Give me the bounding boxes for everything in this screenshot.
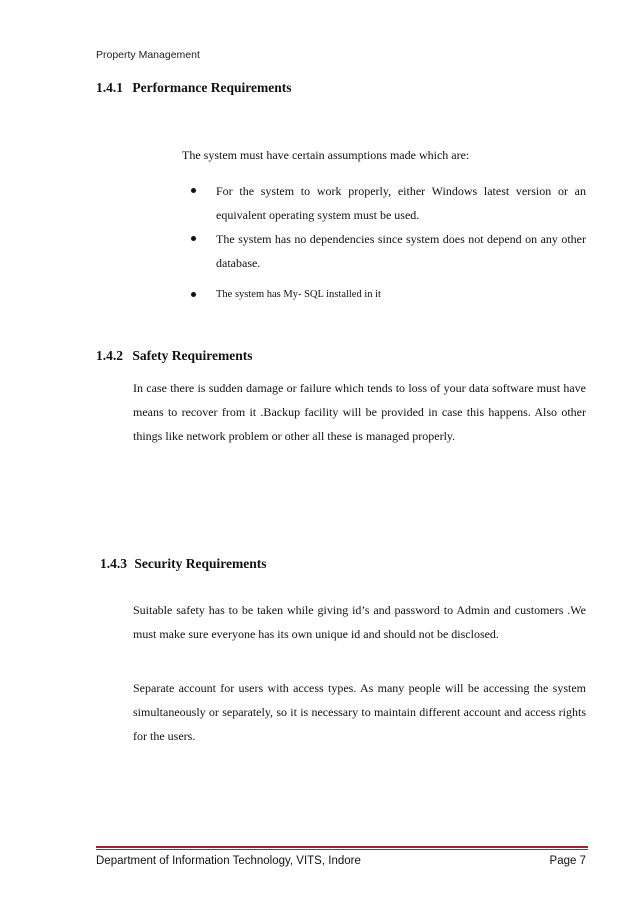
- security-paragraph-2: Separate account for users with access types. As many people will be accessing the system simultaneously or separately, so it is necessary to maintain different account and access rights for the users.: [133, 681, 586, 743]
- security-paragraph-1: Suitable safety has to be taken while giving id’s and password to Admin and customers .We must make sure everyone has its own unique id and should not be disclosed.: [133, 603, 586, 641]
- list-item: The system has My- SQL installed in it: [190, 283, 586, 307]
- section-heading-security: [100, 556, 266, 572]
- running-header: Property Management: [96, 49, 200, 61]
- page-number: Page 7: [549, 855, 586, 867]
- footer-rule-thin: [96, 849, 588, 850]
- safety-paragraph: In case there is sudden damage or failure which tends to loss of your data software must have means to recover from it .Backup facility will be provided in case this happens. Also other things like network problem or other all these is managed properly.: [133, 381, 586, 443]
- list-item: For the system to work properly, either Windows latest version or an equivalent operating system must be used.: [190, 179, 586, 227]
- performance-intro: The system must have certain assumptions made which are:: [182, 148, 470, 162]
- footer-department: Department of Information Technology, VITS, Indore: [96, 855, 361, 867]
- performance-bullet-list: [190, 179, 586, 275]
- list-item: The system has no dependencies since system does not depend on any other database.: [190, 227, 586, 275]
- bullet-icon: [191, 236, 196, 241]
- bullet-icon: [191, 292, 196, 297]
- section-number: 1.4.2: [96, 348, 123, 363]
- section-heading-safety: [96, 348, 252, 364]
- footer-rule: [96, 846, 588, 848]
- performance-bullet-list-2: [190, 283, 586, 307]
- section-title: Safety Requirements: [132, 348, 253, 363]
- section-heading-performance: [96, 80, 291, 96]
- bullet-icon: [191, 188, 196, 193]
- section-number: 1.4.1: [96, 80, 123, 95]
- section-number: 1.4.3: [100, 556, 127, 571]
- section-title: Security Requirements: [134, 556, 267, 571]
- section-title: Performance Requirements: [132, 80, 292, 95]
